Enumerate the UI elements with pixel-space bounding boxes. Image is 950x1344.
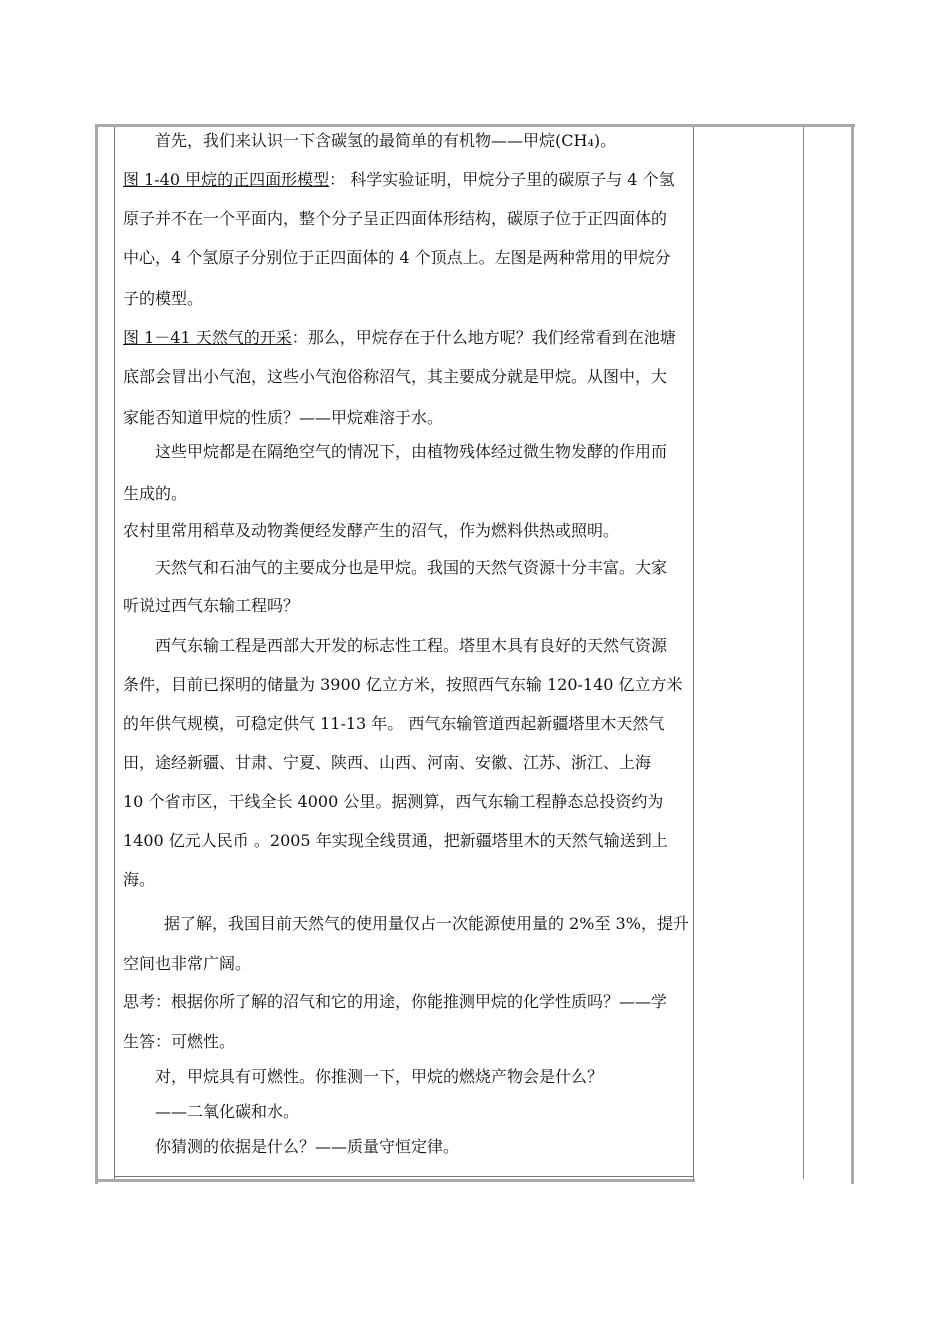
paragraph-line: 这些甲烷都是在隔绝空气的情况下，由植物残体经过微生物发酵的作用而 — [155, 442, 668, 461]
paragraph-line — [123, 168, 675, 192]
paragraph-line: 听说过西气东输工程吗？ — [123, 596, 300, 615]
paragraph-line: 天然气和石油气的主要成分也是甲烷。我国的天然气资源十分丰富。大家 — [155, 558, 668, 577]
paragraph-line: 首先，我们来认识一下含碳氢的最简单的有机物——甲烷(CH₄)。 — [155, 131, 617, 150]
figure-caption: 图 1－41 天然气的开采 — [123, 328, 292, 347]
table-border-bottom — [95, 1179, 695, 1182]
paragraph-line: 海。 — [123, 870, 156, 889]
paragraph-line: 生成的。 — [123, 484, 188, 503]
paragraph-text: ： 科学实验证明，甲烷分子里的碳原子与 4 个氢 — [329, 170, 675, 189]
table-border-left — [95, 124, 98, 1184]
table-border-inner-left — [114, 127, 115, 1179]
paragraph-text: ：那么，甲烷存在于什么地方呢？我们经常看到在池塘 — [291, 328, 676, 347]
paragraph-line: 对，甲烷具有可燃性。你推测一下，甲烷的燃烧产物会是什么？ — [155, 1067, 604, 1086]
paragraph-line: 思考：根据你所了解的沼气和它的用途，你能推测甲烷的化学性质吗？——学 — [123, 992, 668, 1011]
paragraph-line: 子的模型。 — [123, 289, 204, 308]
paragraph-line: 家能否知道甲烷的性质？——甲烷难溶于水。 — [123, 408, 444, 427]
table-border-top — [95, 124, 855, 127]
table-border-middle-2 — [803, 127, 804, 1179]
paragraph-line: 据了解，我国目前天然气的使用量仅占一次能源使用量的 2%至 3%，提升 — [164, 914, 689, 933]
paragraph-line — [123, 326, 676, 350]
paragraph-line: 你猜测的依据是什么？——质量守恒定律。 — [155, 1137, 460, 1156]
paragraph-line: 的年供气规模，可稳定供气 11-13 年。 西气东输管道西起新疆塔里木天然气 — [123, 714, 665, 733]
paragraph-line: 田，途经新疆、甘肃、宁夏、陕西、山西、河南、安徽、江苏、浙江、上海 — [123, 753, 652, 772]
paragraph-line: 西气东输工程是西部大开发的标志性工程。塔里木具有良好的天然气资源 — [155, 636, 668, 655]
table-border-bottom-inner — [114, 1176, 694, 1177]
paragraph-line: 中心，4 个氢原子分别位于正四面体的 4 个顶点上。左图是两种常用的甲烷分 — [123, 248, 671, 267]
paragraph-line: 空间也非常广阔。 — [123, 954, 252, 973]
paragraph-line: 10 个省市区，干线全长 4000 公里。据测算，西气东输工程静态总投资约为 — [123, 792, 664, 811]
table-border-middle — [693, 127, 694, 1179]
paragraph-line: 条件，目前已探明的储量为 3900 亿立方米，按照西气东输 120-140 亿立方米 — [123, 675, 683, 694]
table-border-right — [851, 124, 854, 1184]
paragraph-line: 1400 亿元人民币 。2005 年实现全线贯通，把新疆塔里木的天然气输送到上 — [123, 831, 668, 850]
paragraph-line: 底部会冒出小气泡，这些小气泡俗称沼气，其主要成分就是甲烷。从图中，大 — [123, 367, 668, 386]
paragraph-line: 农村里常用稻草及动物粪便经发酵产生的沼气，作为燃料供热或照明。 — [123, 521, 620, 540]
figure-caption: 图 1-40 甲烷的正四面形模型 — [123, 170, 330, 189]
paragraph-line: 生答：可燃性。 — [123, 1032, 236, 1051]
paragraph-line: 原子并不在一个平面内，整个分子呈正四面体形结构，碳原子位于正四面体的 — [123, 209, 668, 228]
paragraph-line: ——二氧化碳和水。 — [155, 1102, 300, 1121]
